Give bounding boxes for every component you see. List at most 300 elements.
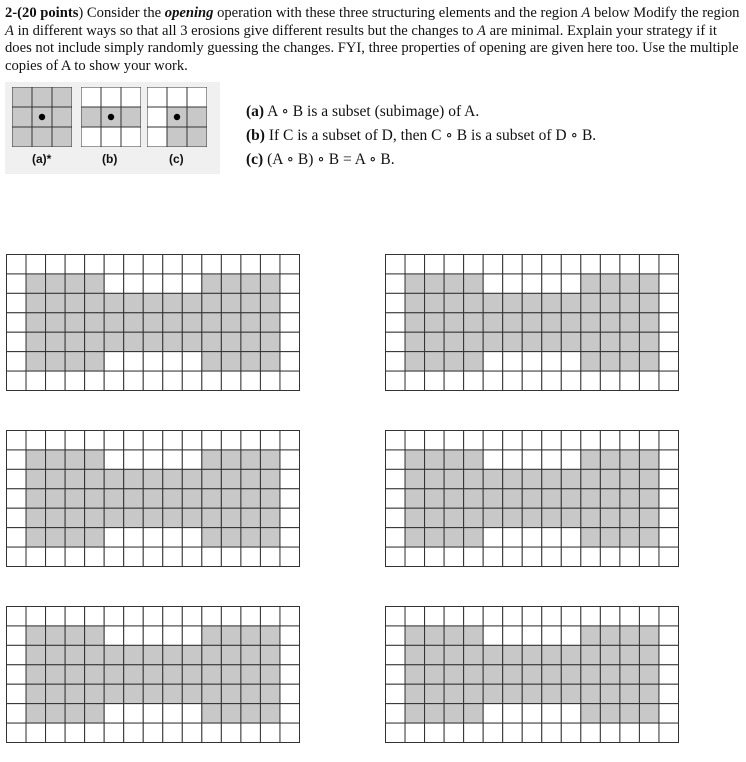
grid-cell[interactable]: [182, 684, 202, 703]
grid-cell[interactable]: [104, 607, 124, 626]
grid-cell[interactable]: [483, 528, 503, 547]
grid-cell[interactable]: [405, 607, 425, 626]
grid-cell[interactable]: [124, 274, 144, 293]
grid-cell[interactable]: [85, 645, 105, 664]
grid-cell[interactable]: [7, 626, 27, 645]
grid-cell[interactable]: [163, 547, 183, 566]
grid-cell[interactable]: [581, 371, 601, 390]
grid-cell[interactable]: [464, 489, 484, 508]
grid-cell[interactable]: [221, 371, 241, 390]
grid-cell[interactable]: [425, 684, 445, 703]
grid-cell[interactable]: [241, 645, 261, 664]
grid-cell[interactable]: [522, 645, 542, 664]
grid-cell[interactable]: [143, 255, 163, 274]
grid-cell[interactable]: [425, 332, 445, 351]
grid-cell[interactable]: [522, 313, 542, 332]
grid-cell[interactable]: [503, 704, 523, 723]
grid-cell[interactable]: [46, 371, 66, 390]
grid-cell[interactable]: [221, 293, 241, 312]
grid-cell[interactable]: [46, 255, 66, 274]
grid-cell[interactable]: [659, 431, 679, 450]
grid-cell[interactable]: [280, 431, 300, 450]
grid-cell[interactable]: [386, 645, 406, 664]
grid-cell[interactable]: [241, 723, 261, 742]
grid-cell[interactable]: [202, 431, 222, 450]
grid-cell[interactable]: [620, 293, 640, 312]
grid-cell[interactable]: [386, 313, 406, 332]
grid-cell[interactable]: [405, 332, 425, 351]
grid-cell[interactable]: [503, 293, 523, 312]
grid-cell[interactable]: [143, 684, 163, 703]
grid-cell[interactable]: [561, 371, 581, 390]
grid-cell[interactable]: [163, 450, 183, 469]
grid-cell[interactable]: [260, 469, 280, 488]
grid-cell[interactable]: [65, 450, 85, 469]
grid-cell[interactable]: [561, 528, 581, 547]
grid-cell[interactable]: [542, 371, 562, 390]
grid-cell[interactable]: [386, 704, 406, 723]
grid-cell[interactable]: [280, 547, 300, 566]
grid-cell[interactable]: [241, 607, 261, 626]
grid-cell[interactable]: [464, 371, 484, 390]
grid-cell[interactable]: [464, 704, 484, 723]
grid-cell[interactable]: [26, 723, 46, 742]
grid-cell[interactable]: [202, 528, 222, 547]
grid-cell[interactable]: [444, 371, 464, 390]
grid-cell[interactable]: [85, 450, 105, 469]
grid-cell[interactable]: [7, 665, 27, 684]
grid-cell[interactable]: [600, 704, 620, 723]
grid-cell[interactable]: [639, 371, 659, 390]
grid-cell[interactable]: [386, 469, 406, 488]
grid-cell[interactable]: [46, 431, 66, 450]
grid-cell[interactable]: [639, 528, 659, 547]
grid-cell[interactable]: [182, 431, 202, 450]
grid-cell[interactable]: [561, 626, 581, 645]
grid-cell[interactable]: [7, 352, 27, 371]
grid-cell[interactable]: [182, 528, 202, 547]
grid-cell[interactable]: [143, 665, 163, 684]
region-copy-3[interactable]: [6, 430, 300, 567]
grid-cell[interactable]: [202, 665, 222, 684]
grid-cell[interactable]: [639, 607, 659, 626]
grid-cell[interactable]: [386, 450, 406, 469]
grid-cell[interactable]: [542, 332, 562, 351]
grid-cell[interactable]: [85, 293, 105, 312]
grid-cell[interactable]: [464, 352, 484, 371]
grid-cell[interactable]: [639, 431, 659, 450]
grid-cell[interactable]: [143, 489, 163, 508]
grid-cell[interactable]: [522, 607, 542, 626]
grid-cell[interactable]: [7, 684, 27, 703]
grid-cell[interactable]: [464, 684, 484, 703]
grid-cell[interactable]: [26, 528, 46, 547]
grid-cell[interactable]: [639, 469, 659, 488]
grid-cell[interactable]: [202, 371, 222, 390]
grid-cell[interactable]: [202, 293, 222, 312]
grid-cell[interactable]: [620, 313, 640, 332]
grid-cell[interactable]: [124, 508, 144, 527]
grid-cell[interactable]: [163, 371, 183, 390]
grid-cell[interactable]: [163, 528, 183, 547]
grid-cell[interactable]: [7, 469, 27, 488]
grid-cell[interactable]: [260, 313, 280, 332]
grid-cell[interactable]: [221, 450, 241, 469]
grid-cell[interactable]: [659, 469, 679, 488]
grid-cell[interactable]: [241, 293, 261, 312]
grid-cell[interactable]: [620, 371, 640, 390]
grid-cell[interactable]: [600, 626, 620, 645]
grid-cell[interactable]: [464, 293, 484, 312]
grid-cell[interactable]: [85, 684, 105, 703]
grid-cell[interactable]: [659, 665, 679, 684]
grid-cell[interactable]: [405, 255, 425, 274]
grid-cell[interactable]: [65, 645, 85, 664]
grid-cell[interactable]: [620, 684, 640, 703]
grid-cell[interactable]: [405, 313, 425, 332]
grid-cell[interactable]: [561, 665, 581, 684]
grid-cell[interactable]: [542, 607, 562, 626]
grid-cell[interactable]: [425, 489, 445, 508]
grid-cell[interactable]: [522, 255, 542, 274]
grid-cell[interactable]: [659, 332, 679, 351]
grid-cell[interactable]: [581, 313, 601, 332]
grid-cell[interactable]: [542, 489, 562, 508]
grid-cell[interactable]: [405, 723, 425, 742]
grid-cell[interactable]: [182, 313, 202, 332]
grid-cell[interactable]: [46, 469, 66, 488]
grid-cell[interactable]: [561, 645, 581, 664]
grid-cell[interactable]: [639, 665, 659, 684]
grid-cell[interactable]: [483, 704, 503, 723]
grid-cell[interactable]: [542, 274, 562, 293]
grid-cell[interactable]: [542, 352, 562, 371]
grid-cell[interactable]: [221, 274, 241, 293]
grid-cell[interactable]: [444, 489, 464, 508]
grid-cell[interactable]: [464, 255, 484, 274]
grid-cell[interactable]: [182, 352, 202, 371]
region-copy-6[interactable]: [385, 606, 679, 743]
grid-cell[interactable]: [7, 255, 27, 274]
grid-cell[interactable]: [483, 431, 503, 450]
grid-cell[interactable]: [600, 723, 620, 742]
grid-cell[interactable]: [241, 704, 261, 723]
grid-cell[interactable]: [241, 684, 261, 703]
grid-cell[interactable]: [561, 274, 581, 293]
grid-cell[interactable]: [46, 293, 66, 312]
grid-cell[interactable]: [405, 665, 425, 684]
grid-cell[interactable]: [639, 274, 659, 293]
grid-cell[interactable]: [405, 684, 425, 703]
grid-cell[interactable]: [386, 489, 406, 508]
grid-cell[interactable]: [46, 684, 66, 703]
grid-cell[interactable]: [65, 371, 85, 390]
grid-cell[interactable]: [639, 293, 659, 312]
grid-cell[interactable]: [444, 645, 464, 664]
grid-cell[interactable]: [202, 723, 222, 742]
grid-cell[interactable]: [104, 293, 124, 312]
grid-cell[interactable]: [260, 293, 280, 312]
grid-cell[interactable]: [26, 313, 46, 332]
grid-cell[interactable]: [280, 508, 300, 527]
grid-cell[interactable]: [280, 313, 300, 332]
grid-cell[interactable]: [202, 684, 222, 703]
grid-cell[interactable]: [65, 607, 85, 626]
grid-cell[interactable]: [7, 489, 27, 508]
grid-cell[interactable]: [163, 704, 183, 723]
grid-cell[interactable]: [260, 684, 280, 703]
grid-cell[interactable]: [600, 547, 620, 566]
grid-cell[interactable]: [26, 293, 46, 312]
grid-cell[interactable]: [221, 332, 241, 351]
grid-cell[interactable]: [143, 607, 163, 626]
grid-cell[interactable]: [659, 352, 679, 371]
grid-cell[interactable]: [503, 547, 523, 566]
grid-cell[interactable]: [620, 352, 640, 371]
grid-cell[interactable]: [143, 704, 163, 723]
grid-cell[interactable]: [124, 255, 144, 274]
grid-cell[interactable]: [600, 645, 620, 664]
grid-cell[interactable]: [280, 255, 300, 274]
grid-cell[interactable]: [620, 274, 640, 293]
grid-cell[interactable]: [581, 547, 601, 566]
grid-cell[interactable]: [600, 313, 620, 332]
grid-cell[interactable]: [386, 293, 406, 312]
grid-cell[interactable]: [104, 626, 124, 645]
grid-cell[interactable]: [386, 255, 406, 274]
grid-cell[interactable]: [221, 528, 241, 547]
grid-cell[interactable]: [260, 489, 280, 508]
grid-cell[interactable]: [26, 332, 46, 351]
grid-cell[interactable]: [280, 665, 300, 684]
grid-cell[interactable]: [600, 293, 620, 312]
grid-cell[interactable]: [386, 723, 406, 742]
grid-cell[interactable]: [163, 255, 183, 274]
grid-cell[interactable]: [26, 371, 46, 390]
grid-cell[interactable]: [542, 704, 562, 723]
grid-cell[interactable]: [386, 665, 406, 684]
grid-cell[interactable]: [522, 450, 542, 469]
grid-cell[interactable]: [581, 626, 601, 645]
grid-cell[interactable]: [659, 371, 679, 390]
grid-cell[interactable]: [483, 489, 503, 508]
grid-cell[interactable]: [280, 489, 300, 508]
grid-cell[interactable]: [425, 547, 445, 566]
grid-cell[interactable]: [280, 684, 300, 703]
grid-cell[interactable]: [221, 352, 241, 371]
grid-cell[interactable]: [425, 255, 445, 274]
grid-cell[interactable]: [542, 469, 562, 488]
grid-cell[interactable]: [124, 607, 144, 626]
grid-cell[interactable]: [241, 547, 261, 566]
grid-cell[interactable]: [483, 645, 503, 664]
grid-cell[interactable]: [464, 626, 484, 645]
grid-cell[interactable]: [7, 528, 27, 547]
grid-cell[interactable]: [182, 450, 202, 469]
grid-cell[interactable]: [182, 489, 202, 508]
grid-cell[interactable]: [26, 274, 46, 293]
grid-cell[interactable]: [444, 352, 464, 371]
grid-cell[interactable]: [221, 489, 241, 508]
grid-cell[interactable]: [85, 371, 105, 390]
grid-cell[interactable]: [124, 528, 144, 547]
grid-cell[interactable]: [464, 274, 484, 293]
grid-cell[interactable]: [85, 626, 105, 645]
grid-cell[interactable]: [405, 293, 425, 312]
grid-cell[interactable]: [85, 352, 105, 371]
grid-cell[interactable]: [85, 469, 105, 488]
grid-cell[interactable]: [483, 313, 503, 332]
grid-cell[interactable]: [483, 371, 503, 390]
grid-cell[interactable]: [241, 450, 261, 469]
grid-cell[interactable]: [561, 508, 581, 527]
grid-cell[interactable]: [241, 665, 261, 684]
grid-cell[interactable]: [85, 508, 105, 527]
grid-cell[interactable]: [386, 332, 406, 351]
grid-cell[interactable]: [182, 547, 202, 566]
grid-cell[interactable]: [600, 431, 620, 450]
grid-cell[interactable]: [202, 450, 222, 469]
grid-cell[interactable]: [46, 528, 66, 547]
grid-cell[interactable]: [405, 547, 425, 566]
grid-cell[interactable]: [464, 607, 484, 626]
grid-cell[interactable]: [444, 684, 464, 703]
grid-cell[interactable]: [659, 255, 679, 274]
grid-cell[interactable]: [85, 723, 105, 742]
grid-cell[interactable]: [163, 313, 183, 332]
grid-cell[interactable]: [542, 684, 562, 703]
grid-cell[interactable]: [522, 352, 542, 371]
grid-cell[interactable]: [182, 293, 202, 312]
grid-cell[interactable]: [464, 431, 484, 450]
grid-cell[interactable]: [600, 508, 620, 527]
grid-cell[interactable]: [46, 704, 66, 723]
grid-cell[interactable]: [241, 489, 261, 508]
grid-cell[interactable]: [522, 684, 542, 703]
grid-cell[interactable]: [65, 626, 85, 645]
grid-cell[interactable]: [561, 332, 581, 351]
grid-cell[interactable]: [542, 665, 562, 684]
grid-cell[interactable]: [163, 665, 183, 684]
grid-cell[interactable]: [85, 431, 105, 450]
grid-cell[interactable]: [221, 313, 241, 332]
grid-cell[interactable]: [503, 626, 523, 645]
grid-cell[interactable]: [85, 489, 105, 508]
grid-cell[interactable]: [620, 547, 640, 566]
grid-cell[interactable]: [542, 645, 562, 664]
grid-cell[interactable]: [163, 723, 183, 742]
grid-cell[interactable]: [241, 255, 261, 274]
grid-cell[interactable]: [65, 274, 85, 293]
grid-cell[interactable]: [600, 469, 620, 488]
grid-cell[interactable]: [202, 547, 222, 566]
grid-cell[interactable]: [241, 352, 261, 371]
grid-cell[interactable]: [561, 431, 581, 450]
grid-cell[interactable]: [444, 723, 464, 742]
grid-cell[interactable]: [104, 274, 124, 293]
grid-cell[interactable]: [444, 274, 464, 293]
grid-cell[interactable]: [659, 723, 679, 742]
grid-cell[interactable]: [26, 665, 46, 684]
grid-cell[interactable]: [85, 332, 105, 351]
grid-cell[interactable]: [46, 352, 66, 371]
grid-cell[interactable]: [163, 626, 183, 645]
grid-cell[interactable]: [104, 665, 124, 684]
grid-cell[interactable]: [280, 607, 300, 626]
grid-cell[interactable]: [483, 684, 503, 703]
grid-cell[interactable]: [241, 313, 261, 332]
grid-cell[interactable]: [104, 528, 124, 547]
grid-cell[interactable]: [104, 255, 124, 274]
grid-cell[interactable]: [600, 332, 620, 351]
grid-cell[interactable]: [163, 607, 183, 626]
grid-cell[interactable]: [425, 626, 445, 645]
grid-cell[interactable]: [405, 469, 425, 488]
grid-cell[interactable]: [104, 489, 124, 508]
grid-cell[interactable]: [659, 626, 679, 645]
grid-cell[interactable]: [163, 274, 183, 293]
grid-cell[interactable]: [581, 704, 601, 723]
grid-cell[interactable]: [600, 450, 620, 469]
grid-cell[interactable]: [143, 469, 163, 488]
grid-cell[interactable]: [221, 469, 241, 488]
grid-cell[interactable]: [620, 255, 640, 274]
grid-cell[interactable]: [581, 665, 601, 684]
grid-cell[interactable]: [542, 723, 562, 742]
grid-cell[interactable]: [104, 508, 124, 527]
grid-cell[interactable]: [221, 547, 241, 566]
grid-cell[interactable]: [26, 684, 46, 703]
grid-cell[interactable]: [85, 607, 105, 626]
grid-cell[interactable]: [124, 665, 144, 684]
grid-cell[interactable]: [7, 371, 27, 390]
grid-cell[interactable]: [143, 332, 163, 351]
grid-cell[interactable]: [561, 547, 581, 566]
grid-cell[interactable]: [425, 665, 445, 684]
grid-cell[interactable]: [522, 626, 542, 645]
grid-cell[interactable]: [163, 508, 183, 527]
grid-cell[interactable]: [124, 450, 144, 469]
grid-cell[interactable]: [444, 607, 464, 626]
grid-cell[interactable]: [444, 547, 464, 566]
grid-cell[interactable]: [483, 665, 503, 684]
grid-cell[interactable]: [163, 293, 183, 312]
grid-cell[interactable]: [124, 431, 144, 450]
grid-cell[interactable]: [85, 665, 105, 684]
grid-cell[interactable]: [182, 723, 202, 742]
grid-cell[interactable]: [46, 332, 66, 351]
grid-cell[interactable]: [143, 528, 163, 547]
grid-cell[interactable]: [522, 704, 542, 723]
grid-cell[interactable]: [124, 547, 144, 566]
grid-cell[interactable]: [260, 626, 280, 645]
grid-cell[interactable]: [143, 431, 163, 450]
grid-cell[interactable]: [522, 723, 542, 742]
grid-cell[interactable]: [503, 645, 523, 664]
grid-cell[interactable]: [26, 489, 46, 508]
grid-cell[interactable]: [124, 371, 144, 390]
grid-cell[interactable]: [260, 528, 280, 547]
grid-cell[interactable]: [483, 626, 503, 645]
grid-cell[interactable]: [202, 274, 222, 293]
grid-cell[interactable]: [542, 313, 562, 332]
grid-cell[interactable]: [65, 469, 85, 488]
grid-cell[interactable]: [202, 332, 222, 351]
grid-cell[interactable]: [561, 450, 581, 469]
grid-cell[interactable]: [620, 489, 640, 508]
grid-cell[interactable]: [104, 547, 124, 566]
grid-cell[interactable]: [260, 704, 280, 723]
